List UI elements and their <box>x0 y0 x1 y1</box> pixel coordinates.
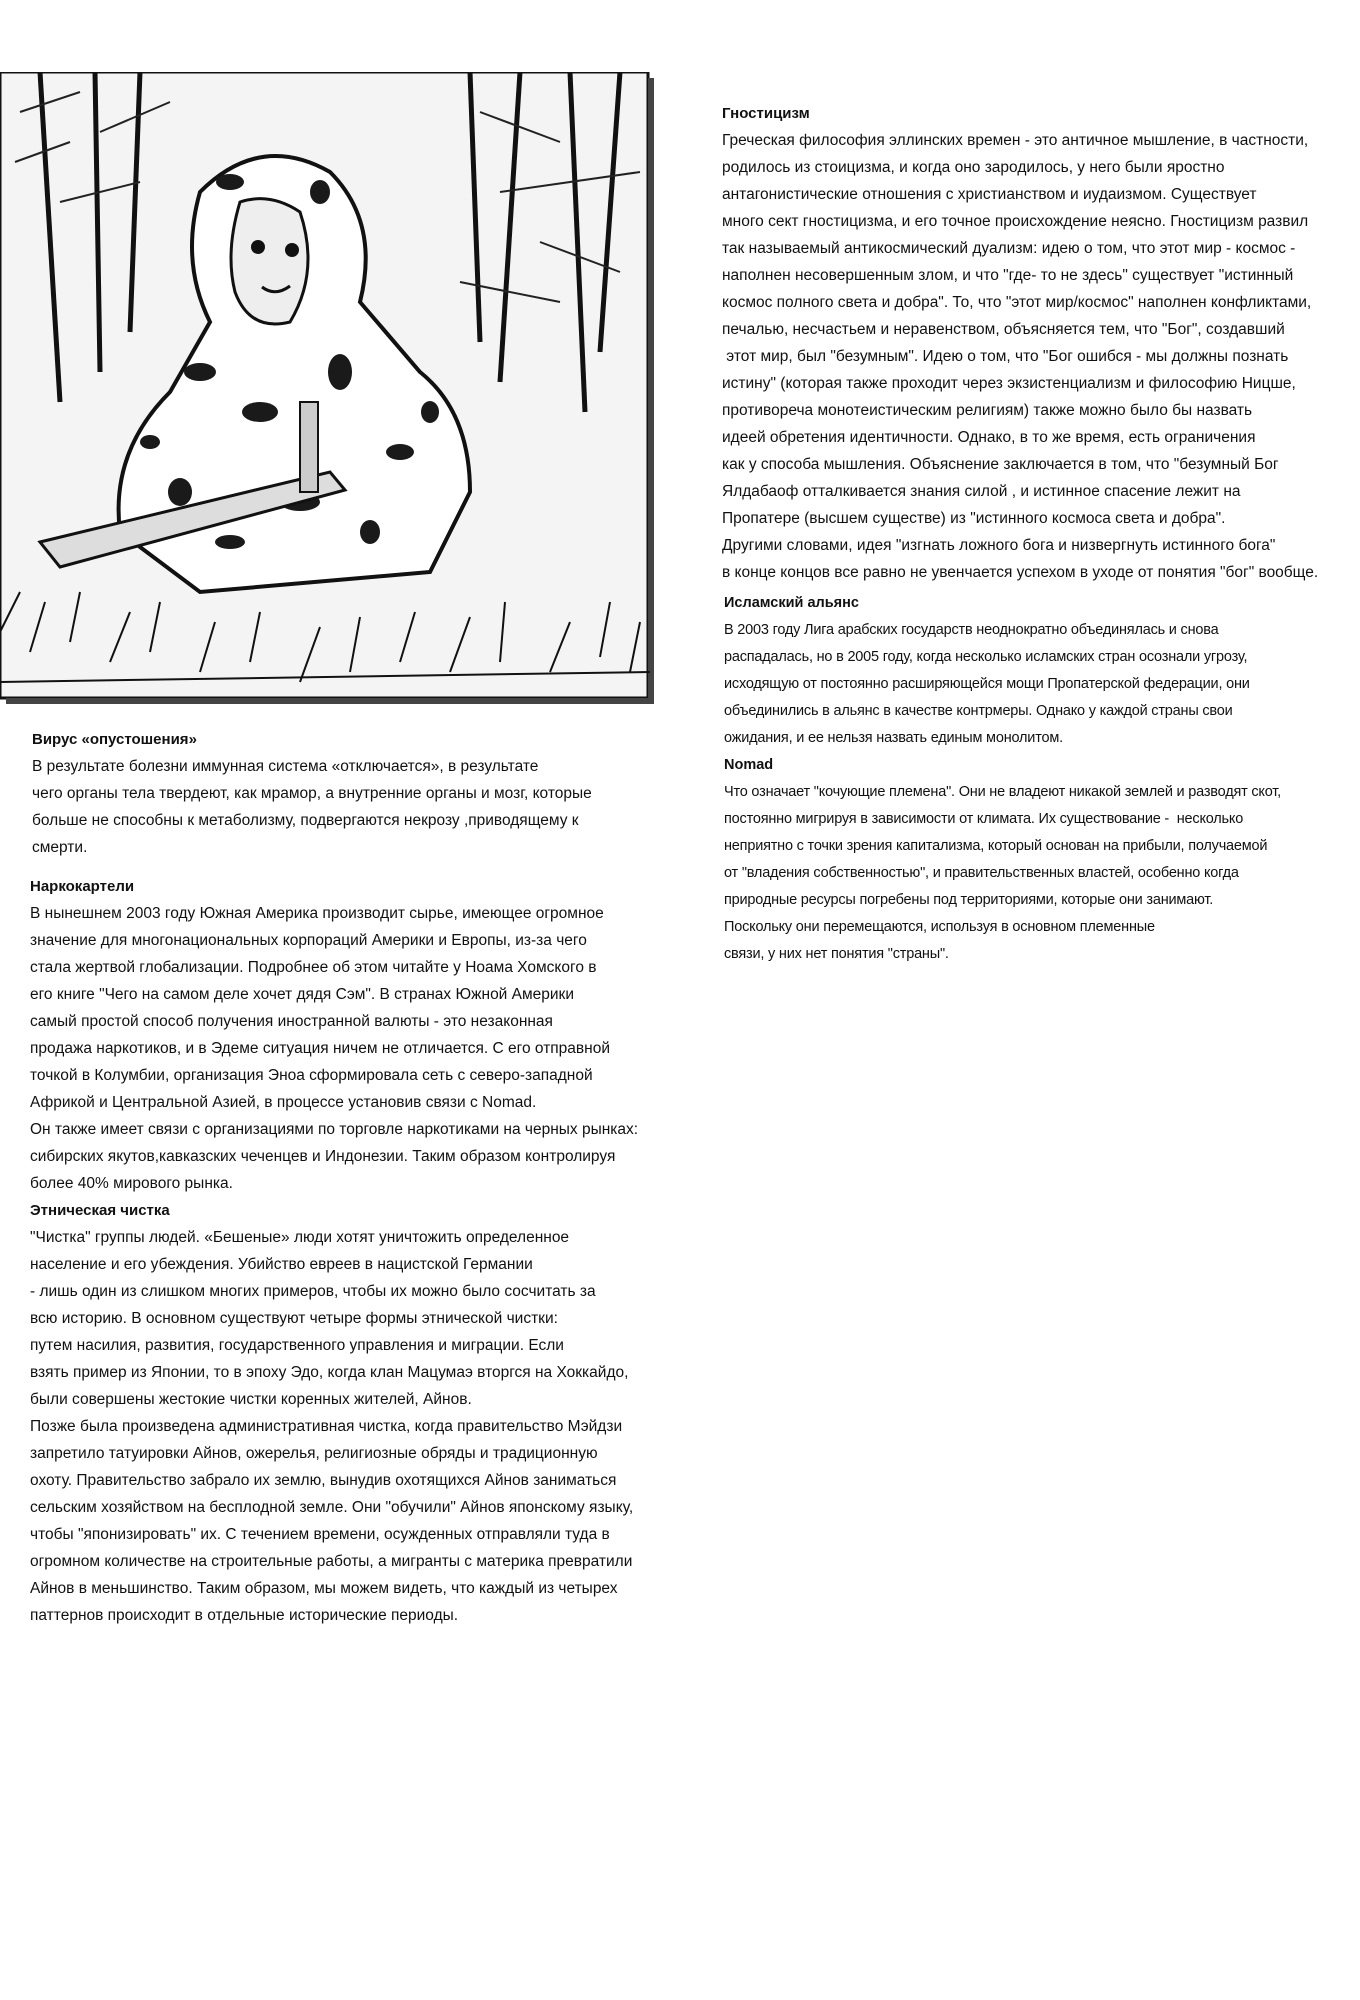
text-line: население и его убеждения. Убийство евреев в нацистской Германии <box>30 1256 533 1273</box>
text-line: - лишь один из слишком многих примеров, чтобы их можно было сосчитать за <box>30 1283 596 1300</box>
text-line: стала жертвой глобализации. Подробнее об этом читайте у Ноама Хомского в <box>30 959 597 976</box>
text-line: В результате болезни иммунная система «отключается», в результате <box>32 758 539 775</box>
text-line: противореча монотеистическим религиям) также можно было бы назвать <box>722 402 1253 419</box>
text-line: сибирских якутов,кавказских чеченцев и Индонезии. Таким образом контролируя <box>30 1148 616 1165</box>
text-line: печалью, несчастьем и неравенством, объясняется тем, что "Бог", создавший <box>722 321 1285 338</box>
section-title: Гностицизм <box>722 105 810 122</box>
text-line: Африкой и Центральной Азией, в процессе установив связи с Nomad. <box>30 1094 537 1111</box>
text-line: Он также имеет связи с организациями по торговле наркотиками на черных рынках: <box>30 1121 639 1138</box>
text-line: В нынешнем 2003 году Южная Америка производит сырье, имеющее огромное <box>30 905 604 922</box>
text-line: были совершены жестокие чистки коренных жителей, Айнов. <box>30 1391 472 1408</box>
text-line: охоту. Правительство забрало их землю, вынудив охотящихся Айнов заниматься <box>30 1472 617 1489</box>
text-line: распадалась, но в 2005 году, когда несколько исламских стран осознали угрозу, <box>724 649 1248 665</box>
text-line: связи, у них нет понятия "страны". <box>724 946 949 962</box>
text-line: Ялдабаоф отталкивается знания силой , и истинное спасение лежит на <box>722 483 1241 500</box>
text-line: природные ресурсы погребены под территориями, которые они занимают. <box>724 892 1214 908</box>
text-line: запретило татуировки Айнов, ожерелья, религиозные обряды и традиционную <box>30 1445 598 1462</box>
section-title: Вирус «опустошения» <box>32 731 197 748</box>
text-line: его книге "Чего на самом деле хочет дядя Сэм". В странах Южной Америки <box>30 986 574 1003</box>
text-line: "Чистка" группы людей. «Бешеные» люди хотят уничтожить определенное <box>30 1229 570 1246</box>
text-line: антагонистические отношения с христианством и иудаизмом. Существует <box>722 186 1257 203</box>
text-line: огромном количестве на строительные работы, а мигранты с материка превратили <box>30 1553 633 1570</box>
text-line: этот мир, был "безумным". Идею о том, что "Бог ошибся - мы должны познать <box>722 348 1289 365</box>
text-line: Другими словами, идея "изгнать ложного бога и низвергнуть истинного бога" <box>722 537 1276 554</box>
text-line: неприятно с точки зрения капитализма, который основан на прибыли, получаемой <box>724 838 1268 854</box>
text-line: паттернов происходит в отдельные исторические периоды. <box>30 1607 459 1624</box>
text-line: Греческая философия эллинских времен - это античное мышление, в частности, <box>722 132 1309 149</box>
text-line: от "владения собственностью", и правительственных властей, особенно когда <box>724 865 1239 881</box>
section-gnostic <box>722 100 1342 586</box>
text-line: наполнен несовершенным злом, и что "где- то не здесь" существует "истинный <box>722 267 1294 284</box>
text-line: продажа наркотиков, и в Эдеме ситуация ничем не отличается. С его отправной <box>30 1040 610 1057</box>
text-line: сельским хозяйством на бесплодной земле. Они "обучили" Айнов японскому языку, <box>30 1499 634 1516</box>
text-line: Позже была произведена административная чистка, когда правительство Мэйдзи <box>30 1418 623 1435</box>
text-line: чего органы тела твердеют, как мрамор, а внутренние органы и мозг, которые <box>32 785 592 802</box>
text-line: исходящую от постоянно расширяющейся мощи Пропатерской федерации, они <box>724 676 1250 692</box>
text-line: истину" (которая также проходит через экзистенциализм и философию Ницше, <box>722 375 1296 392</box>
text-line: всю историю. В основном существуют четыре формы этнической чистки: <box>30 1310 558 1327</box>
text-line: как у способа мышления. Объяснение заключается в том, что "безумный Бог <box>722 456 1279 473</box>
text-line: идеей обретения идентичности. Однако, в то же время, есть ограничения <box>722 429 1256 446</box>
section-title: Этническая чистка <box>30 1202 170 1219</box>
text-line: Айнов в меньшинство. Таким образом, мы можем видеть, что каждый из четырех <box>30 1580 618 1597</box>
text-line: Что означает "кочующие племена". Они не владеют никакой землей и разводят скот, <box>724 784 1281 800</box>
manga-illustration <box>0 72 654 704</box>
section-virus <box>32 726 672 861</box>
section-title: Nomad <box>724 757 774 773</box>
text-line: Пропатере (высшем существе) из "истинного космоса света и добра". <box>722 510 1226 527</box>
section-islamic <box>724 590 1344 968</box>
section-narco <box>30 873 670 1629</box>
text-line: путем насилия, развития, государственного управления и миграции. Если <box>30 1337 564 1354</box>
text-line: больше не способны к метаболизму, подвергаются некрозу ,приводящему к <box>32 812 579 829</box>
text-line: ожидания, и ее нельзя назвать единым монолитом. <box>724 730 1063 746</box>
text-line: смерти. <box>32 839 88 856</box>
text-line: так называемый антикосмический дуализм: идею о том, что этот мир - космос - <box>722 240 1296 257</box>
text-line: чтобы "японизировать" их. С течением времени, осужденных отправляли туда в <box>30 1526 610 1543</box>
text-line: Поскольку они перемещаются, используя в основном племенные <box>724 919 1155 935</box>
text-line: постоянно мигрируя в зависимости от климата. Их существование - несколько <box>724 811 1244 827</box>
text-line: много сект гностицизма, и его точное происхождение неясно. Гностицизм развил <box>722 213 1309 230</box>
text-line: точкой в Колумбии, организация Эноа сформировала сеть с северо-западной <box>30 1067 593 1084</box>
text-line: более 40% мирового рынка. <box>30 1175 233 1192</box>
text-line: родилось из стоицизма, и когда оно зародилось, у него были яростно <box>722 159 1225 176</box>
section-title: Исламский альянс <box>724 595 859 611</box>
text-line: в конце концов все равно не увенчается успехом в уходе от понятия "бог" вообще. <box>722 564 1319 581</box>
text-line: космос полного света и добра". То, что "этот мир/космос" наполнен конфликтами, <box>722 294 1312 311</box>
text-line: взять пример из Японии, то в эпоху Эдо, когда клан Мацумаэ вторгся на Хоккайдо, <box>30 1364 629 1381</box>
text-line: значение для многонациональных корпораций Америки и Европы, из-за чего <box>30 932 587 949</box>
text-line: самый простой способ получения иностранной валюты - это незаконная <box>30 1013 553 1030</box>
section-title: Наркокартели <box>30 878 135 895</box>
text-line: объединились в альянс в качестве контрмеры. Однако у каждой страны свои <box>724 703 1233 719</box>
text-line: В 2003 году Лига арабских государств неоднократно объединялась и снова <box>724 622 1219 638</box>
